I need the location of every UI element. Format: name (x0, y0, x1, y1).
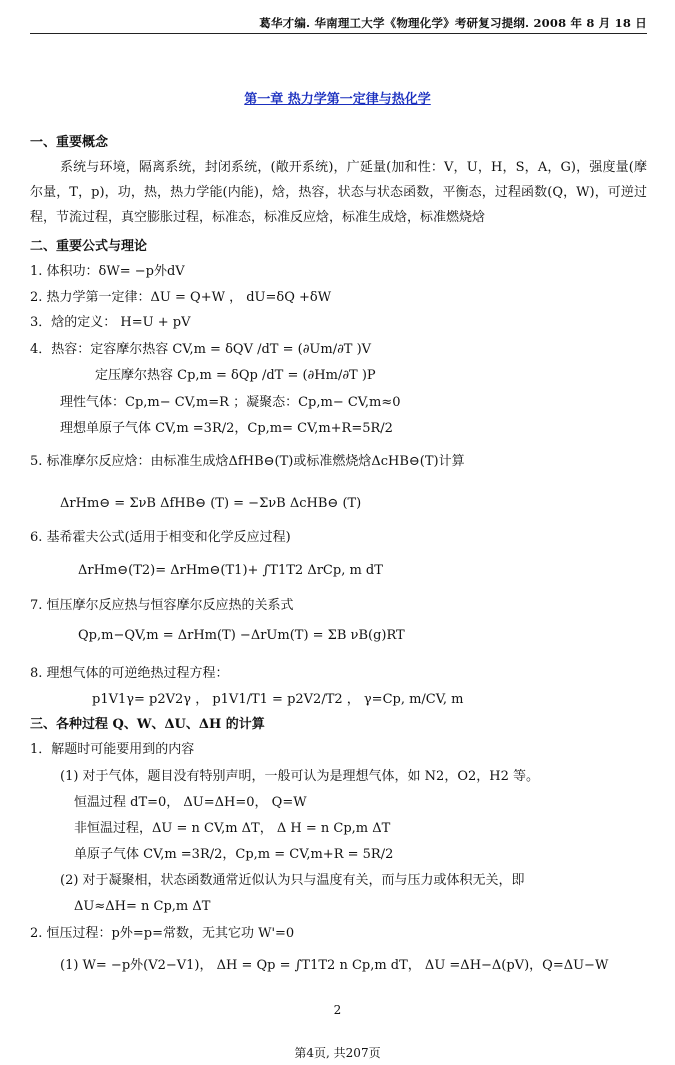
formula-standard-reaction-enthalpy: ΔrHm⊖ = ΣνB ΔfHB⊖ (T) = −ΣνB ΔcHB⊖ (T) (60, 496, 362, 511)
process-condensed-formula: ΔU≈ΔH= n Cp,m ΔT (74, 899, 211, 914)
concepts-paragraph: 系统与环境，隔离系统，封闭系统，(敞开系统)，广延量(加和性：V，U，H，S，A，G)，强度量(摩尔量，T，p)，功，热，热力学能(内能)，焓，热容，状态与状态函数，平衡态，过程函数(Q，W)，可逆过程，节流过程，真空膨胀过程，标准态，标准反应焓，标准生成焓，标准燃烧焓 (30, 160, 647, 225)
formula-heat-capacity-cv: 4．热容：定容摩尔热容 CV,m = δQV /dT = (∂Um/∂T )V (30, 342, 372, 357)
formula-kirchhoff-title: 6. 基希霍夫公式(适用于相变和化学反应过程) (30, 530, 291, 545)
formula-kirchhoff: ΔrHm⊖(T2)= ΔrHm⊖(T1)+ ∫T1T2 ΔrCp, m dT (78, 563, 383, 578)
section-heading-formulas: 二、重要公式与理论 (30, 239, 148, 254)
page-number: 2 (333, 1003, 342, 1017)
page-footer: 第4页, 共207页 (294, 1046, 381, 1060)
process-isobaric-title: 2. 恒压过程：p外=p=常数，无其它功 W'=0 (30, 926, 295, 941)
formula-volume-work: 1. 体积功：δW= −p外dV (30, 264, 185, 279)
formula-first-law: 2. 热力学第一定律：ΔU = Q+W ， dU=δQ +δW (30, 290, 332, 305)
formula-qp-qv: Qp,m−QV,m = ΔrHm(T) −ΔrUm(T) = ΣB νB(g)RT (78, 628, 405, 643)
process-gas-note: (1) 对于气体，题目没有特别声明，一般可认为是理想气体，如 N2，O2，H2 等。 (60, 769, 539, 784)
process-non-isothermal: 非恒温过程，ΔU = n CV,m ΔT， Δ H = n Cp,m ΔT (74, 821, 391, 836)
formula-adiabatic-title: 8. 理想气体的可逆绝热过程方程： (30, 666, 229, 681)
section-heading-concepts: 一、重要概念 (30, 135, 109, 150)
process-monatomic: 单原子气体 CV,m =3R/2，Cp,m = CV,m+R = 5R/2 (74, 847, 394, 862)
section-heading-processes: 三、各种过程 Q、W、ΔU、ΔH 的计算 (30, 717, 265, 732)
formula-enthalpy-definition: 3．焓的定义： H=U + pV (30, 315, 191, 330)
chapter-title-text[interactable]: 第一章 热力学第一定律与热化学 (244, 92, 431, 107)
formula-qp-qv-title: 7. 恒压摩尔反应热与恒容摩尔反应热的关系式 (30, 598, 294, 613)
process-isobaric-formula: (1) W= −p外(V2−V1)， ΔH = Qp = ∫T1T2 n Cp,m dT， ΔU =ΔH−Δ(pV)，Q=ΔU−W (60, 958, 609, 973)
process-isothermal: 恒温过程 dT=0， ΔU=ΔH=0， Q=W (74, 795, 307, 810)
process-hint-title: 1．解题时可能要用到的内容 (30, 742, 195, 757)
process-condensed-note: (2) 对于凝聚相，状态函数通常近似认为只与温度有关，而与压力或体积无关，即 (60, 873, 525, 888)
formula-standard-reaction-enthalpy-title: 5. 标准摩尔反应焓：由标准生成焓ΔfHB⊖(T)或标准燃烧焓ΔcHB⊖(T)计算 (30, 454, 465, 469)
chapter-title[interactable] (0, 88, 675, 107)
header-rule (30, 33, 647, 34)
formula-adiabatic: p1V1γ= p2V2γ ， p1V1/T1 = p2V2/T2 ， γ=Cp, m/CV, m (92, 692, 464, 707)
running-header: 葛华才编. 华南理工大学《物理化学》考研复习提纲. 2008 年 8 月 18 日 (259, 16, 647, 30)
formula-ideal-gas-relation: 理性气体：Cp,m− CV,m=R ；凝聚态：Cp,m− CV,m≈0 (60, 395, 401, 410)
formula-monatomic-gas: 理想单原子气体 CV,m =3R/2，Cp,m= CV,m+R=5R/2 (60, 421, 393, 436)
formula-heat-capacity-cp: 定压摩尔热容 Cp,m = δQp /dT = (∂Hm/∂T )P (95, 368, 376, 383)
